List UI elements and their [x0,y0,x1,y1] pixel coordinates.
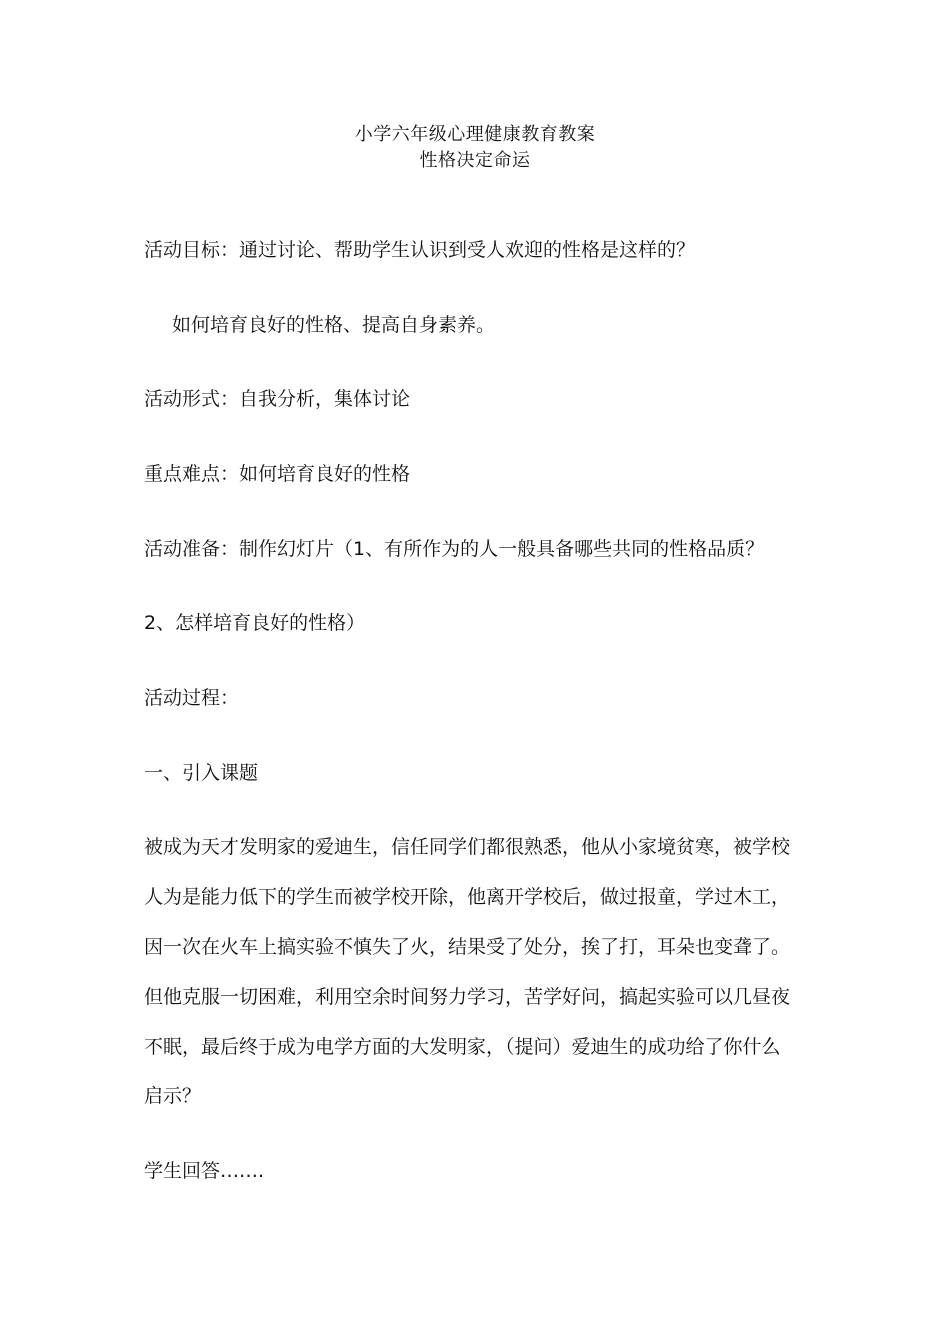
focus-line: 重点难点：如何培育良好的性格 [144,463,411,485]
paragraph-line: 人为是能力低下的学生而被学校开除，他离开学校后，做过报童，学过木工， [144,886,791,908]
goal-line: 活动目标：通过讨论、帮助学生认识到受人欢迎的性格是这样的？ [144,239,696,261]
paragraph-line: 因一次在火车上搞实验不慎失了火，结果受了处分，挨了打，耳朵也变聋了。 [144,936,791,958]
student-answer-line: 学生回答……. [144,1160,265,1182]
document-title: 小学六年级心理健康教育教案 [354,124,596,145]
preparation-continuation: 2、怎样培育良好的性格） [144,612,366,634]
document-subtitle: 性格决定命运 [419,150,531,171]
paragraph-line: 但他克服一切困难，利用空余时间努力学习，苦学好问，搞起实验可以几昼夜 [144,986,791,1008]
process-heading: 活动过程： [144,687,240,709]
paragraph-line: 不眠，最后终于成为电学方面的大发明家，（提问）爱迪生的成功给了你什么 [144,1036,781,1058]
form-line: 活动形式：自我分析，集体讨论 [144,388,411,410]
paragraph-line: 启示？ [144,1085,202,1107]
section-heading: 一、引入课题 [144,762,259,784]
paragraph-line: 被成为天才发明家的爱迪生，信任同学们都很熟悉，他从小家境贫寒，被学校 [144,836,791,858]
goal-continuation: 如何培育良好的性格、提高自身素养。 [172,314,496,336]
title-block [0,122,950,174]
preparation-line: 活动准备：制作幻灯片（1、有所作为的人一般具备哪些共同的性格品质？ [144,538,765,560]
